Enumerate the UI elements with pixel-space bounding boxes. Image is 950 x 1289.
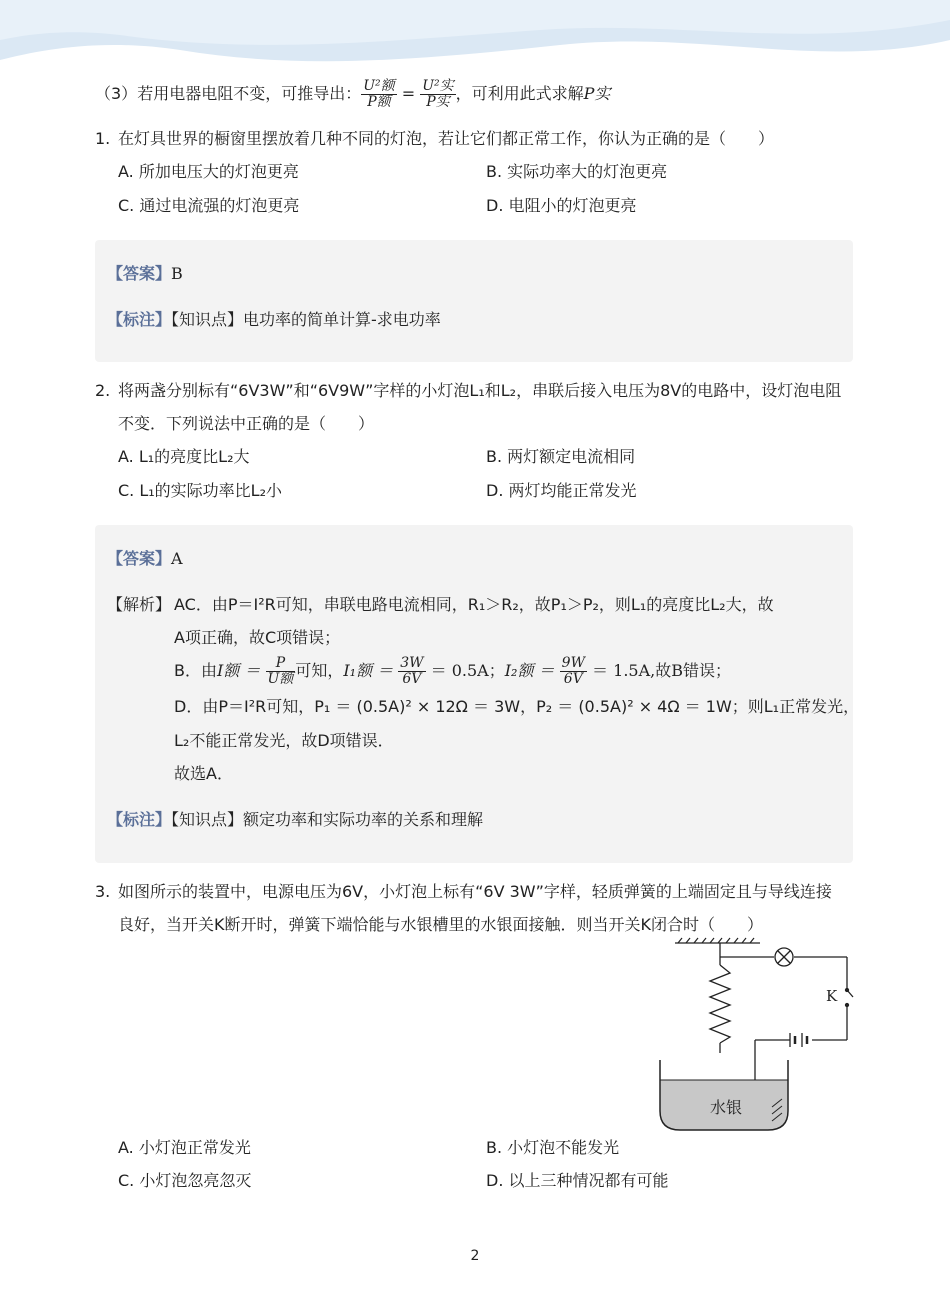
q3-stem-line2: 良好，当开关K断开时，弹簧下端恰能与水银槽里的水银面接触．则当开关K闭合时（ ） [118,915,763,934]
q2-analysis-line2: A项正确，故C项错误； [174,628,341,647]
q2-option-d: D. 两灯均能正常发光 [486,481,637,500]
switch-label: K [826,987,838,1005]
intro-fraction-rated: $\frac{\text{U²额}}{\text{P额}}$ [363,78,395,110]
q2-stem-line1: 将两盏分别标有“6V3W”和“6V9W”字样的小灯泡L₁和L₂，串联后接入电压为8V的电路中，设灯泡电阻 [118,381,842,400]
q2-note-text: 【知识点】额定功率和实际功率的关系和理解 [171,810,484,829]
q3-stem-line1: 如图所示的装置中，电源电压为6V，小灯泡上标有“6V 3W”字样，轻质弹簧的上端固定且与导线连接 [118,882,832,901]
q3-option-c: C. 小灯泡忽亮忽灭 [118,1171,252,1190]
q2-answer [107,548,183,570]
q1-option-a: A. 所加电压大的灯泡更亮 [118,162,299,181]
q2-answer-panel [95,525,860,863]
q1-answer [107,263,183,285]
q2-option-a: A. L₁的亮度比L₂大 [118,447,250,466]
q1-note [107,309,441,331]
q2-analysis-line3: B．由I额 ＝ $\frac{P}{\text{U额}}$ 可知，I₁额 ＝ $\frac{3W}{6V}$ ＝ 0.5A；I₂额 ＝ $\frac{9W}{6V}$ ＝ 1.5A,故B错误； [174,655,731,687]
q1-option-d: D. 电阻小的灯泡更亮 [486,196,637,215]
q2-answer-value: A [171,549,183,568]
intro-number: （3） [95,84,138,103]
q1-option-c: C. 通过电流强的灯泡更亮 [118,196,300,215]
note-tag: 【标注】 [107,310,172,329]
q2-option-b: B. 两灯额定电流相同 [486,447,636,466]
mercury-label: 水银 [710,1098,743,1117]
spring-icon [710,943,730,1053]
q2-option-c: C. L₁的实际功率比L₂小 [118,481,283,500]
intro-line: （3）若用电器电阻不变，可推导出： $\frac{\text{U²额}}{\text{P额}}$ = $\frac{\text{U²实}}{\text{P实}}$ ，可利用此式求解P实 [95,78,611,110]
q2-stem-line2: 不变．下列说法中正确的是（ ） [118,414,375,433]
q2-analysis-line5: L₂不能正常发光，故D项错误． [174,731,394,750]
intro-variable: P实 [583,84,611,103]
lamp-icon [775,948,793,966]
answer-tag: 【答案】 [107,264,172,283]
q3-option-d: D. 以上三种情况都有可能 [486,1171,669,1190]
q2-fraction-i2: $\frac{9W}{6V}$ [561,655,585,687]
intro-text: 若用电器电阻不变，可推导出： [137,84,362,103]
q3-option-a: A. 小灯泡正常发光 [118,1138,251,1157]
q1-number: 1. [95,129,111,148]
switch-icon [846,989,854,1007]
q2-fraction-rated-current: $\frac{P}{\text{U额}}$ [267,655,294,687]
q1-note-text: 【知识点】电功率的简单计算-求电功率 [171,310,441,329]
q3-circuit-figure [650,935,865,1135]
q1-option-b: B. 实际功率大的灯泡更亮 [486,162,668,181]
q2-analysis-line1: AC．由P＝I²R可知，串联电路电流相同，R₁＞R₂，故P₁＞P₂，则L₁的亮度比L₂大，故 [174,595,774,614]
fixed-support-icon [675,938,760,943]
page-number: 2 [470,1248,480,1264]
q1-stem: 在灯具世界的橱窗里摆放着几种不同的灯泡，若让它们都正常工作，你认为正确的是（ ） [118,129,775,148]
q2-analysis-line6: 故选A． [174,764,233,783]
q2-fraction-i1: $\frac{3W}{6V}$ [400,655,424,687]
answer-tag: 【答案】 [107,549,172,568]
q2-number: 2. [95,381,111,400]
note-tag: 【标注】 [107,810,172,829]
intro-fraction-actual: $\frac{\text{U²实}}{\text{P实}}$ [422,78,454,110]
q3-number: 3. [95,882,111,901]
q2-analysis-tag: 【解析】 [107,595,172,614]
q3-option-b: B. 小灯泡不能发光 [486,1138,620,1157]
q1-answer-value: B [171,264,183,283]
q1-answer-panel [95,240,853,362]
q2-analysis-line4: D．由P＝I²R可知，P₁ ＝ (0.5A)² × 12Ω ＝ 3W，P₂ ＝ (0.5A)² × 4Ω ＝ 1W；则L₁正常发光， [174,697,860,716]
battery-icon [790,1033,812,1047]
intro-text-after: ，可利用此式求解 [455,84,584,103]
q2-note [107,809,483,831]
